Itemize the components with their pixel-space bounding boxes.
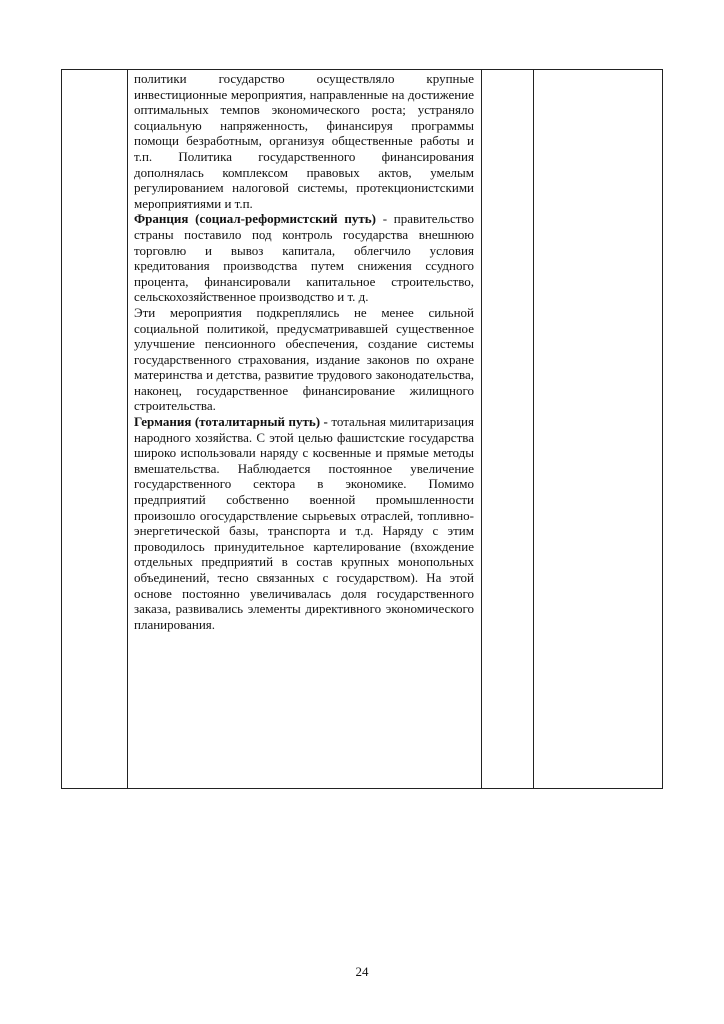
table-row bbox=[62, 70, 663, 789]
paragraph-germany bbox=[134, 414, 474, 632]
paragraph-france bbox=[134, 211, 474, 305]
table-cell-text bbox=[128, 70, 482, 789]
germany-text: тотальная милитаризация народного хозяйства. С этой целью фашистские государства широко использовали наряду с косвенные и прямые методы вмешательства. Наблюдается постоянное увеличение государственного сектора в экономике. Помимо предприятий собственно военной промышленности произошло огосударствление сырьевых отраслей, топливно-энергетической базы, транспорта и т.д. Наряду с этим проводилось принудительное картелирование (вхождение отдельных предприятий в состав крупных монопольных объединений, тесно связанных с государством). На этой основе постоянно увеличивалась доля государственного заказа, развивались элементы директивного экономического планирования. bbox=[134, 414, 474, 632]
table-cell-fourth bbox=[534, 70, 663, 789]
table-cell-third bbox=[482, 70, 534, 789]
table-cell-first bbox=[62, 70, 128, 789]
france-heading: Франция (социал-реформистский путь) bbox=[134, 211, 376, 227]
paragraph-measures: Эти мероприятия подкреплялись не менее сильной социальной политикой, предусматривавшей существенное улучшение пенсионного обеспечения, создание системы государственного страхования, издание законов по охране материнства и детства, развитие трудового законодательства, наконец, государственное финансирование жилищного строительства. bbox=[134, 304, 474, 414]
germany-heading: Германия (тоталитарный путь) - bbox=[134, 414, 328, 430]
paragraph-intro: политики государство осуществляло крупные инвестиционные мероприятия, направленные на достижение оптимальных темпов экономического роста; устраняло социальную напряженность, финансируя программы помощи безработным, организуя общественные работы и т.п. Политика государственного финансирования дополнялась комплексом правовых актов, умелым регулированием налоговой системы, протекционистскими мероприятиями и т.п. bbox=[134, 71, 474, 211]
content-table bbox=[61, 69, 663, 789]
france-text: - правительство страны поставило под контроль государства внешнюю торговлю и вывоз капитала, облегчило условия кредитования производства путем снижения ссудного процента, финансировали капитальное строительство, сельскохозяйственное производство и т. д. bbox=[134, 211, 474, 305]
page-number: 24 bbox=[355, 964, 369, 979]
